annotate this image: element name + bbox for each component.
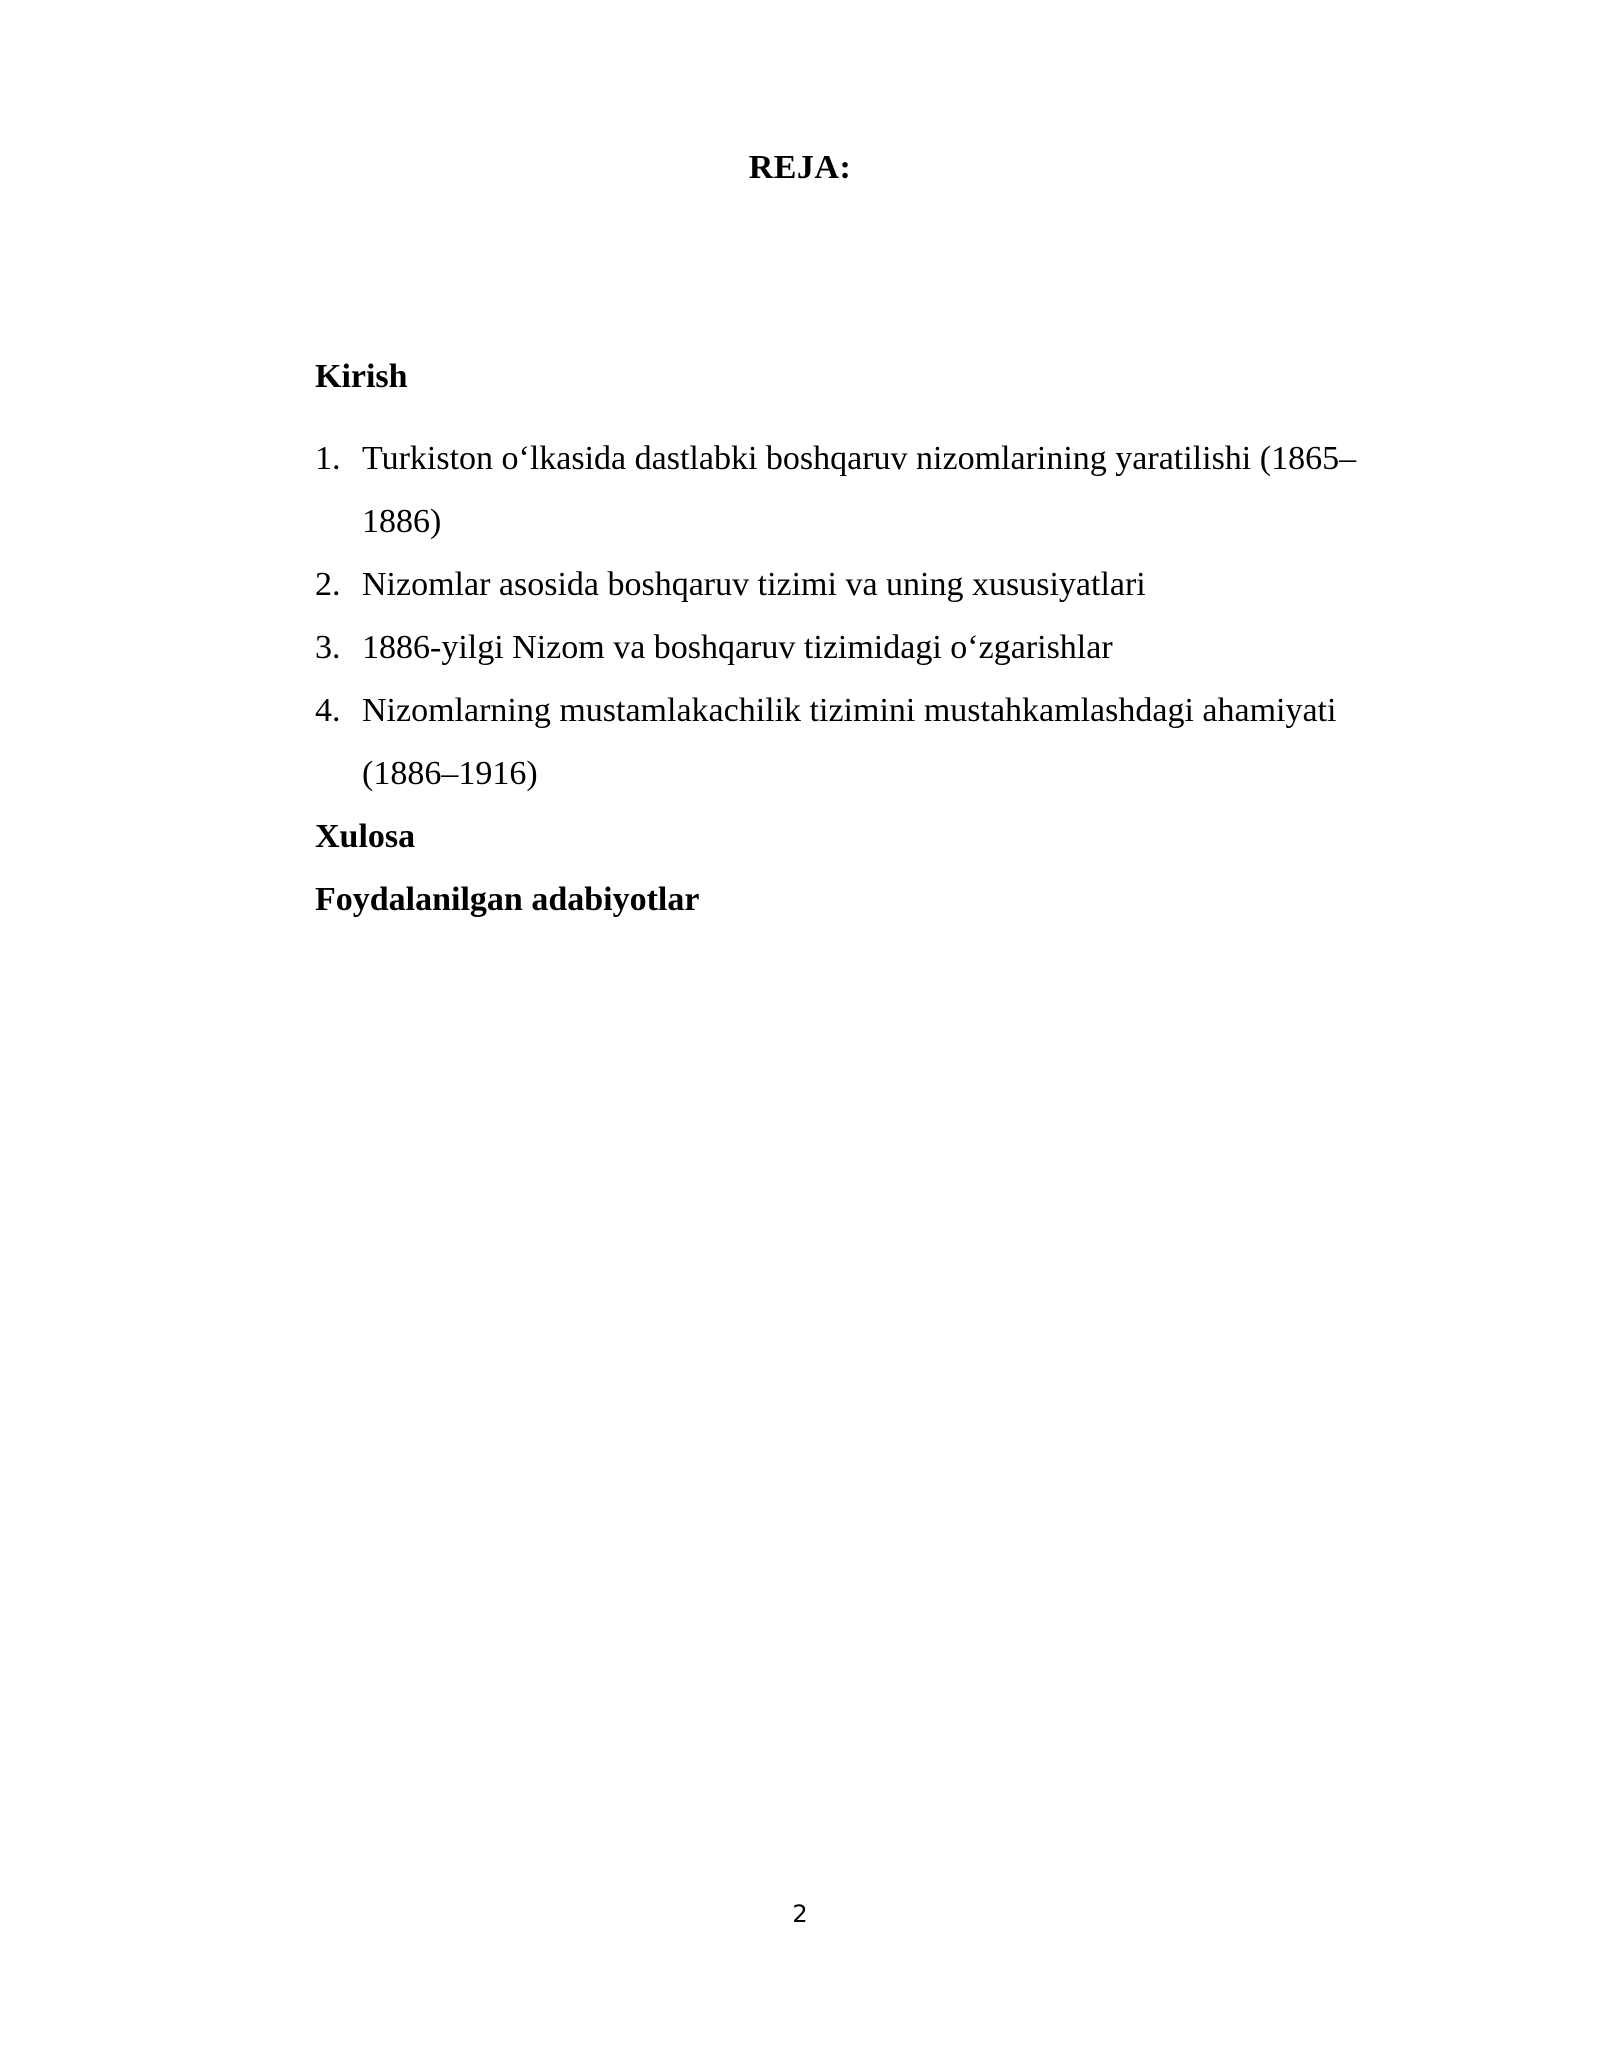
plan-item xyxy=(315,616,1435,679)
plan-item xyxy=(315,679,1435,805)
plan-item-text: Nizomlarning mustamlakachilik tizimini mustahkamlashdagi ahamiyati (1886–1916) xyxy=(362,692,1337,792)
plan-item-number: 2. xyxy=(315,566,341,603)
conclusion-heading: Xulosa xyxy=(315,818,416,855)
plan-item-text: Turkiston o‘lkasida dastlabki boshqaruv nizomlarining yaratilishi (1865–1886) xyxy=(362,440,1357,540)
page-number: 2 xyxy=(792,1900,808,1928)
plan-item xyxy=(315,427,1435,553)
plan-content xyxy=(315,345,1435,931)
page-title: REJA: xyxy=(748,149,852,186)
intro-heading: Kirish xyxy=(315,358,408,395)
plan-item-number: 3. xyxy=(315,629,341,666)
plan-list xyxy=(315,427,1435,805)
plan-item-text: 1886-yilgi Nizom va boshqaruv tizimidagi o‘zgarishlar xyxy=(362,629,1113,666)
plan-item-number: 1. xyxy=(315,440,341,477)
plan-item-text: Nizomlar asosida boshqaruv tizimi va uning xususiyatlari xyxy=(362,566,1146,603)
references-heading: Foydalanilgan adabiyotlar xyxy=(315,881,700,918)
plan-item xyxy=(315,553,1435,616)
plan-item-number: 4. xyxy=(315,692,341,729)
